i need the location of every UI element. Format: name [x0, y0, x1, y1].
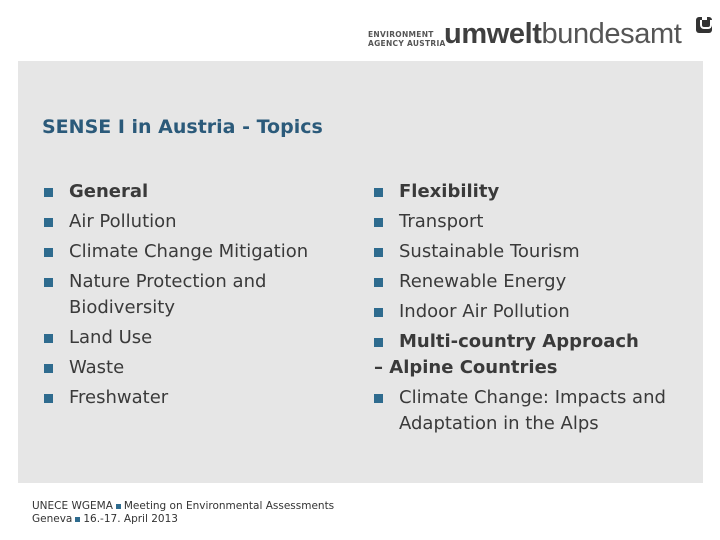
- list-item: Climate Change Mitigation: [44, 237, 354, 267]
- list-item: Renewable Energy: [374, 267, 694, 297]
- list-item: Climate Change: Impacts and Adaptation in the Alps: [374, 383, 694, 439]
- footer-line1: UNECE WGEMA Meeting on Environmental Assessments: [32, 500, 335, 512]
- list-item: Indoor Air Pollution: [374, 297, 694, 327]
- bullet-icon: [44, 394, 53, 403]
- list-item-continuation: – Alpine Countries: [374, 357, 558, 378]
- bullet-icon: [374, 188, 383, 197]
- list-item: Multi-country Approach: [374, 327, 694, 357]
- list-item: Flexibility: [374, 177, 694, 207]
- bullet-icon: [374, 218, 383, 227]
- list-item: Land Use: [44, 323, 354, 353]
- bullet-icon: [374, 308, 383, 317]
- left-topic-list: [44, 177, 354, 413]
- logo-tagline-line1: ENVIRONMENT: [368, 30, 434, 39]
- right-topic-list: [374, 177, 694, 439]
- bullet-icon: [374, 278, 383, 287]
- logo-mark-icon: [696, 17, 712, 33]
- list-item: Sustainable Tourism: [374, 237, 694, 267]
- separator-icon: [75, 517, 80, 522]
- bullet-icon: [374, 248, 383, 257]
- list-item: Nature Protection and Biodiversity: [44, 267, 354, 323]
- logo-tagline-line2: AGENCY AUSTRIA: [368, 39, 446, 48]
- bullet-icon: [44, 278, 53, 287]
- list-item: Waste: [44, 353, 354, 383]
- bullet-icon: [44, 364, 53, 373]
- bullet-icon: [374, 338, 383, 347]
- logo-wordmark-bold: umwelt: [444, 18, 542, 50]
- footer-line2: Geneva 16.-17. April 2013: [32, 513, 178, 525]
- list-item: Freshwater: [44, 383, 354, 413]
- slide-footer: [32, 500, 334, 526]
- bullet-icon: [44, 218, 53, 227]
- slide-title: SENSE I in Austria - Topics: [42, 116, 323, 138]
- bullet-icon: [44, 188, 53, 197]
- logo-tagline: [368, 30, 446, 48]
- agency-logo: [352, 14, 712, 54]
- separator-icon: [116, 504, 121, 509]
- list-item: Transport: [374, 207, 694, 237]
- bullet-icon: [44, 248, 53, 257]
- list-item: Air Pollution: [44, 207, 354, 237]
- list-item: General: [44, 177, 354, 207]
- bullet-icon: [374, 394, 383, 403]
- logo-wordmark-regular: bundesamt: [541, 18, 682, 50]
- bullet-icon: [44, 334, 53, 343]
- logo-wordmark: [444, 18, 681, 51]
